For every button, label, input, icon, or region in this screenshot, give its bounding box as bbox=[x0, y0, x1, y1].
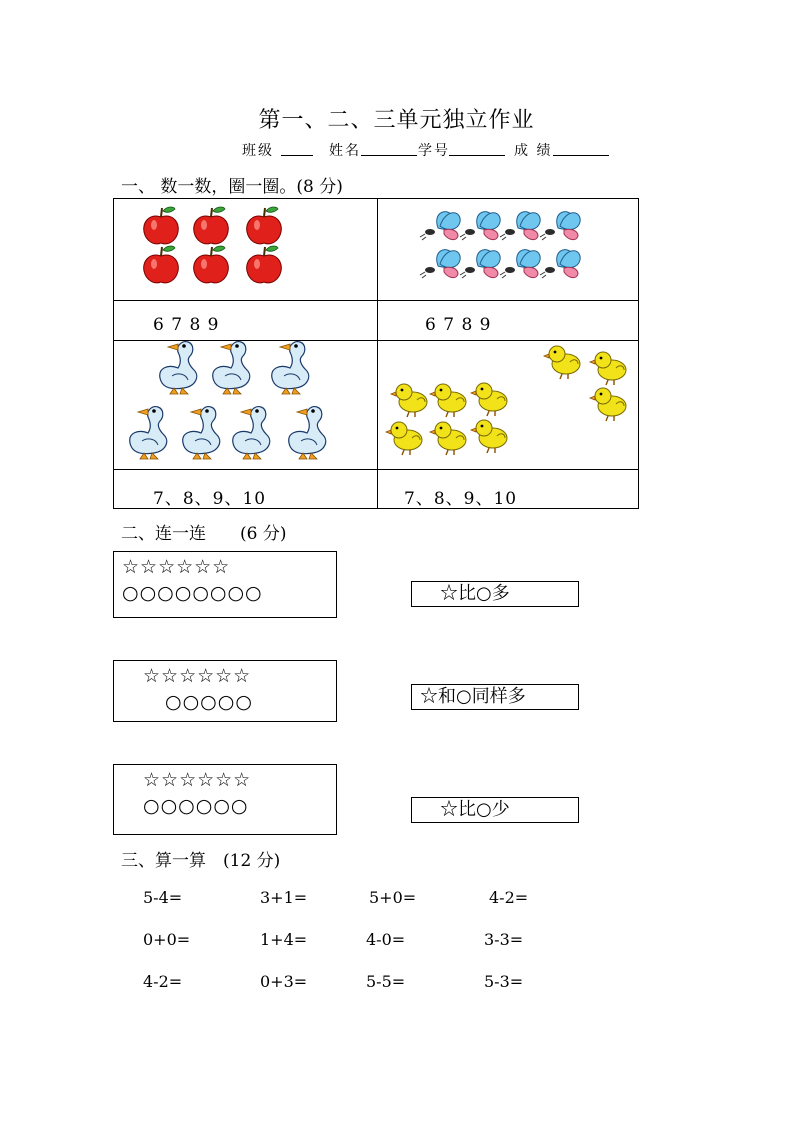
match-box-1 bbox=[113, 551, 337, 618]
apple-icon bbox=[144, 246, 179, 283]
chick-icon bbox=[471, 383, 507, 416]
calc-item: 5-4= bbox=[143, 888, 183, 907]
counting-pictures bbox=[0, 0, 793, 520]
calc-item: 5+0= bbox=[369, 888, 417, 907]
class-label: 班级 bbox=[242, 143, 274, 159]
calc-item: 5-5= bbox=[366, 972, 406, 991]
match-label-fewer[interactable]: ☆比○少 bbox=[411, 797, 579, 823]
circles-row: ○○○○○○○○ bbox=[122, 582, 263, 604]
butterfly-icon bbox=[420, 212, 460, 240]
duck-icon bbox=[213, 342, 250, 394]
student-id-label: 学号 bbox=[418, 143, 450, 159]
stars-row: ☆☆☆☆☆☆ bbox=[143, 665, 252, 687]
apple-icon bbox=[247, 207, 282, 244]
calc-item: 3+1= bbox=[260, 888, 308, 907]
circles-row: ○○○○○○ bbox=[143, 795, 249, 817]
chick-icon bbox=[430, 384, 466, 417]
butterfly-icon bbox=[540, 250, 580, 278]
butterfly-icon bbox=[420, 250, 460, 278]
apple-icon bbox=[194, 207, 229, 244]
stars-row: ☆☆☆☆☆☆ bbox=[122, 556, 231, 578]
section2-heading: 二、连一连 (6 分) bbox=[121, 524, 287, 544]
apple-icon bbox=[247, 246, 282, 283]
calc-item: 0+3= bbox=[260, 972, 308, 991]
calc-item: 5-3= bbox=[484, 972, 524, 991]
page-title: 第一、二、三单元独立作业 bbox=[258, 108, 535, 133]
stars-row: ☆☆☆☆☆☆ bbox=[143, 769, 252, 791]
apple-icon bbox=[194, 246, 229, 283]
apple-icon bbox=[144, 207, 179, 244]
calc-item: 3-3= bbox=[484, 930, 524, 949]
match-label-more[interactable]: ☆比○多 bbox=[411, 581, 579, 607]
name-label: 姓名 bbox=[329, 143, 361, 159]
chick-icon bbox=[590, 352, 626, 385]
section1-heading: 一、 数一数，圈一圈。(8 分) bbox=[121, 177, 343, 197]
calc-item: 0+0= bbox=[143, 930, 191, 949]
calc-item: 4-0= bbox=[366, 930, 406, 949]
match-label-equal[interactable]: ☆和○同样多 bbox=[411, 684, 579, 710]
butterfly-count-options[interactable]: 6 7 8 9 bbox=[425, 315, 492, 335]
calc-item: 1+4= bbox=[260, 930, 308, 949]
calc-item: 4-2= bbox=[489, 888, 529, 907]
duck-icon bbox=[183, 407, 220, 459]
match-box-2 bbox=[113, 660, 337, 722]
duck-icon bbox=[272, 342, 309, 394]
duck-icon bbox=[233, 407, 270, 459]
butterfly-icon bbox=[500, 212, 540, 240]
chick-icon bbox=[544, 346, 580, 379]
duck-icon bbox=[289, 407, 326, 459]
circles-row: ○○○○○ bbox=[165, 691, 253, 713]
butterfly-icon bbox=[460, 212, 500, 240]
butterfly-icon bbox=[500, 250, 540, 278]
duck-count-options[interactable]: 7、8、9、10 bbox=[153, 489, 267, 509]
apple-count-options[interactable]: 6 7 8 9 bbox=[153, 315, 220, 335]
calc-item: 4-2= bbox=[143, 972, 183, 991]
section3-heading: 三、算一算 (12 分) bbox=[121, 851, 281, 871]
duck-icon bbox=[130, 407, 167, 459]
chick-icon bbox=[430, 422, 466, 455]
butterfly-icon bbox=[460, 250, 500, 278]
chick-icon bbox=[590, 388, 626, 421]
chick-icon bbox=[386, 422, 422, 455]
chick-count-options[interactable]: 7、8、9、10 bbox=[404, 489, 518, 509]
duck-icon bbox=[160, 342, 197, 394]
match-box-3 bbox=[113, 764, 337, 835]
butterfly-icon bbox=[540, 212, 580, 240]
chick-icon bbox=[391, 384, 427, 417]
chick-icon bbox=[471, 420, 507, 453]
score-label: 成 绩 bbox=[514, 143, 553, 159]
